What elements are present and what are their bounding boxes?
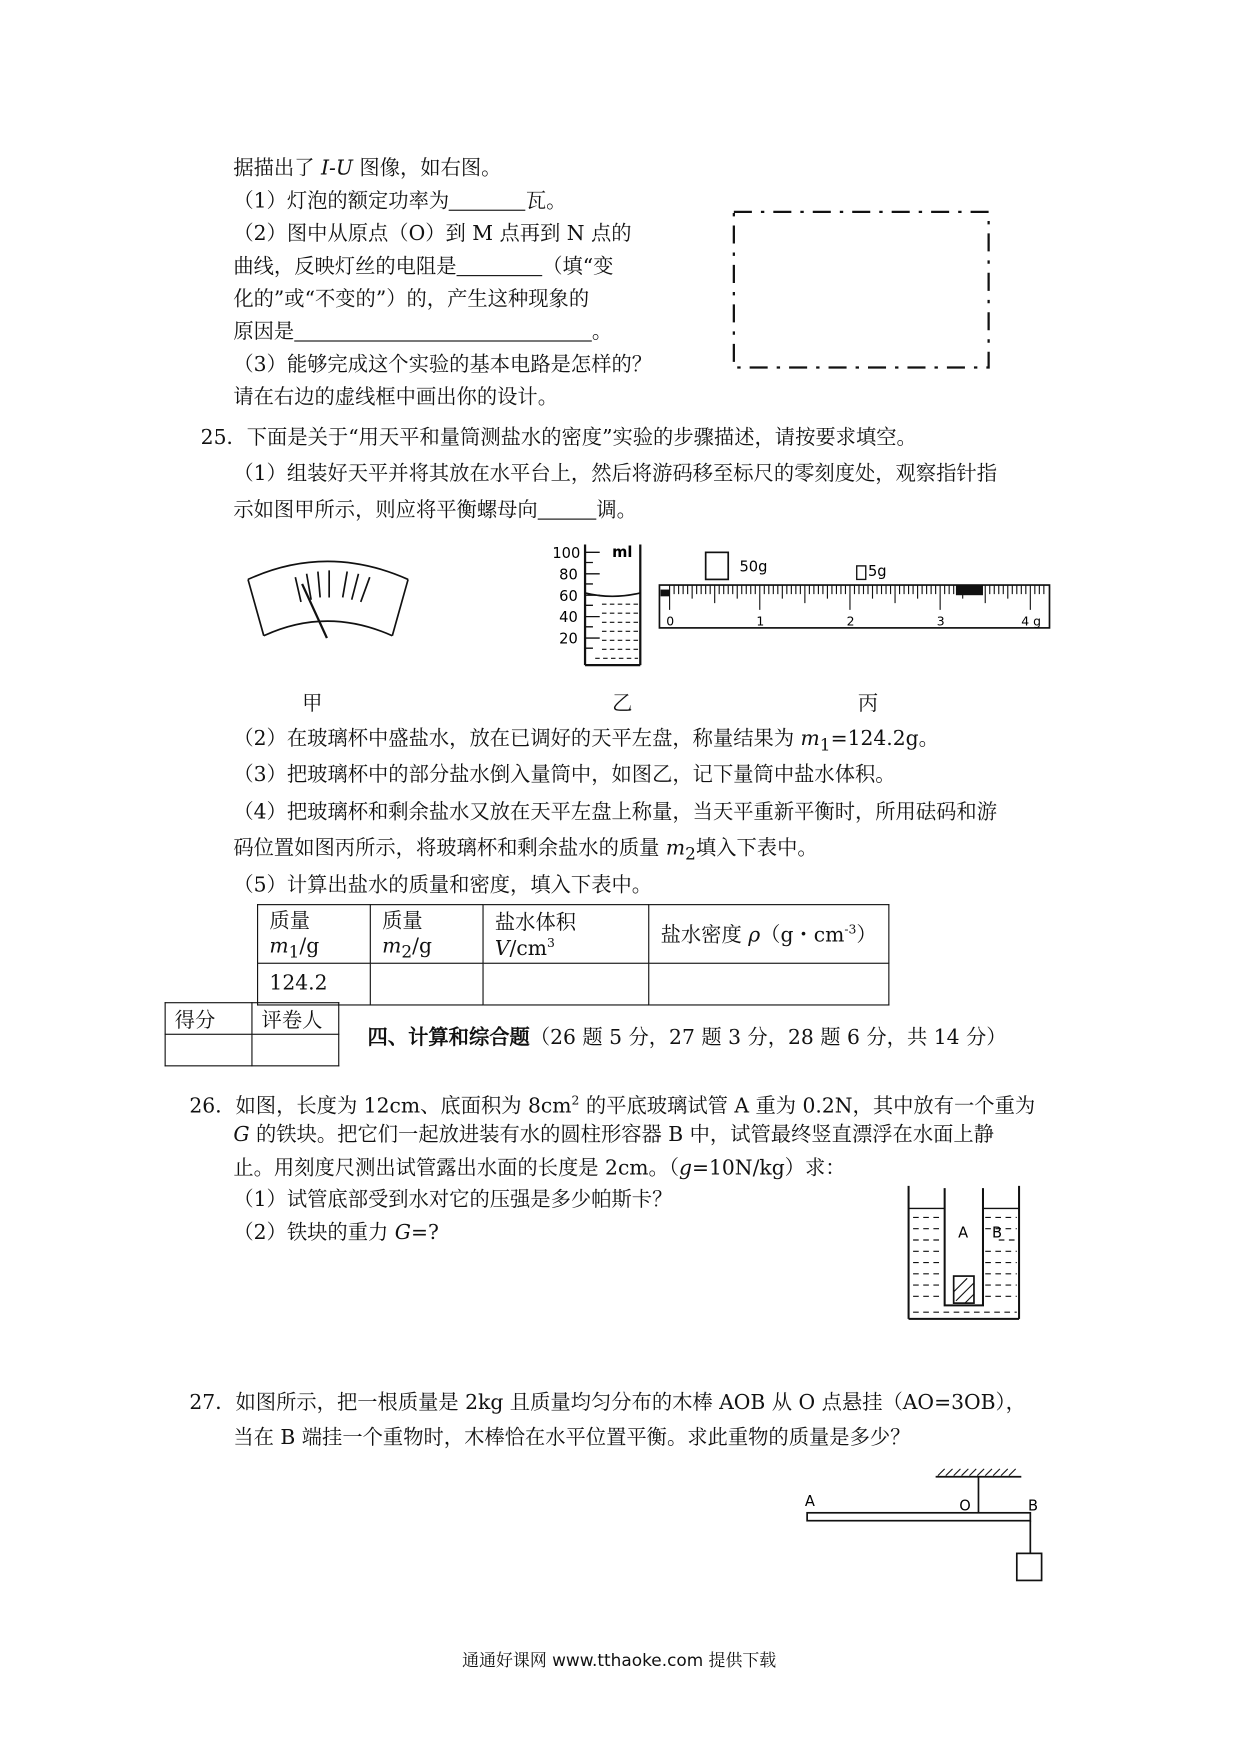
scale-arc-top [248,561,408,579]
scale-tick [352,574,359,600]
q26-part2: （2）铁块的重力 G=? [233,1220,439,1245]
ruler-tick-label: 4 g [1021,613,1041,629]
cell-m2[interactable] [370,963,483,1005]
cell-m1: 124.2 [258,963,371,1005]
lever-figure [798,1465,1046,1589]
q27-line1: 27．如图所示，把一根质量是 2kg 且质量均匀分布的木棒 AOB 从 O 点悬挂（AO=3OB）， [189,1391,1026,1415]
cylinder-tick-label: 40 [559,609,578,627]
figure-label-a: 甲 [302,692,323,716]
q25-part1-line1: （1）组装好天平并将其放在水平台上，然后将游码移至标尺的零刻度处，观察指针指 [233,462,998,486]
cell-volume[interactable] [483,963,649,1005]
q25-part5: （5）计算出盐水的质量和密度，填入下表中。 [233,873,653,898]
scale-tick [318,572,320,598]
balance-weights-figure [654,546,1052,632]
header-volume: 盐水体积 $V/cm^3$ [483,905,649,963]
wooden-rod [807,1513,1030,1521]
cylinder-tick-label: 60 [559,587,578,605]
q25-part3: （3）把玻璃杯中的部分盐水倒入量筒中，如图乙，记下量筒中盐水体积。 [233,763,896,787]
results-table [257,904,889,1005]
q27-line2: 当在 B 端挂一个重物时，木棒恰在水平位置平衡。求此重物的质量是多少？ [233,1426,911,1450]
ruler-tick-label: 1 [756,613,765,629]
score-field[interactable] [165,1034,252,1066]
scale-tick [361,577,370,602]
q25-part2: （2）在玻璃杯中盛盐水，放在已调好的天平左盘，称量结果为 $m_1=124.2g$。 [233,727,939,755]
figure-label-c: 丙 [857,692,879,716]
cell-density[interactable] [649,963,889,1005]
test-tube-figure [902,1184,1026,1325]
q26-part1: （1）试管底部受到水对它的压强是多少帕斯卡？ [233,1188,673,1212]
q24-part2-line4: 原因是 。 [233,320,613,344]
header-m2: 质量 $m_2/g$ [370,905,483,963]
ruler-tick-label: 0 [666,613,675,629]
label-a: A [958,1224,969,1242]
rider [956,585,983,595]
test-tube-a [945,1188,983,1305]
header-density: 盐水密度 ρ（g・$cm^{-3}$） [649,905,889,963]
q24-part2-line1: （2）图中从原点（O）到 M 点再到 N 点的 [233,222,632,246]
weight-label: 5g [868,563,887,581]
q25-title: 25．下面是关于“用天平和量筒测盐水的密度”实验的步骤描述，请按要求填空。 [200,426,917,450]
grader-label: 评卷人 [252,1003,339,1035]
answer-blank[interactable] [538,498,597,519]
q24-part3-line2: 请在右边的虚线框中画出你的设计。 [233,385,559,410]
weight-label: 50g [739,558,768,576]
q24-part2-line3: 化的”或“不变的”）的，产生这种现象的 [233,287,590,312]
ruler-tick-label: 3 [936,613,945,629]
q25-part4-line1: （4）把玻璃杯和剩余盐水又放在天平左盘上称量，当天平重新平衡时，所用砝码和游 [233,800,998,825]
grader-field[interactable] [252,1034,339,1066]
balance-pointer-figure [239,552,419,653]
q24-part2-line2: 曲线，反映灯丝的电阻是 （填“变 [233,254,614,279]
answer-blank[interactable] [449,189,526,210]
measuring-cylinder-figure [550,539,646,674]
scale-arc-bottom [264,621,393,636]
weight-5g [857,566,866,580]
ruler-tick-label: 2 [846,613,855,629]
scale-tick [295,577,301,602]
score-box [165,1002,340,1066]
cylinder-tick-label: 80 [559,566,578,584]
q24-intro: 据描出了 I-U 图像，如右图。 [233,156,502,181]
zero-mark [661,590,670,597]
label-a: A [804,1493,815,1511]
q26-line2: G 的铁块。把它们一起放进装有水的圆柱形容器 B 中，试管最终竖直漂浮在水面上静 [233,1122,995,1147]
balance-pointer [302,584,327,638]
scale-tick [343,572,348,598]
label-b: B [1028,1497,1039,1515]
q26-line1: 26．如图，长度为 12cm、底面积为 $8cm^2$ 的平底玻璃试管 A 重为 0.2N，其中放有一个重为 [189,1093,1036,1119]
q24-part1: （1）灯泡的额定功率为 瓦。 [233,189,567,214]
q24-part3-line1: （3）能够完成这个实验的基本电路是怎样的？ [233,352,653,377]
figure-label-b: 乙 [612,692,633,716]
weight-50g [706,552,729,579]
label-b: B [992,1224,1003,1242]
q25-part1-line2: 示如图甲所示，则应将平衡螺母向 调。 [233,498,637,522]
circuit-design-box[interactable] [727,203,998,374]
hanging-weight [1017,1553,1042,1580]
answer-blank[interactable] [457,255,543,276]
cylinder-tick-label: 100 [552,545,581,563]
cylinder-tick-label: 20 [559,630,578,648]
cylinder-unit: ml [612,543,633,561]
table-header-row [258,905,889,963]
answer-blank[interactable] [294,320,592,341]
header-m1: 质量 $m_1/g$ [258,905,371,963]
label-o: O [959,1497,971,1515]
footer-text: 通通好课网 www.tthaoke.com 提供下载 [462,1650,777,1671]
q26-line3: 止。用刻度尺测出试管露出水面的长度是 2cm。（g=10N/kg）求： [233,1156,846,1181]
table-row [258,963,889,1005]
section4-heading: 四、计算和综合题（26 题 5 分，27 题 3 分，28 题 6 分，共 14 分） [367,1025,1007,1050]
q25-part4-line2: 码位置如图丙所示，将玻璃杯和剩余盐水的质量 $m_2$填入下表中。 [233,836,818,865]
score-label: 得分 [165,1003,252,1035]
